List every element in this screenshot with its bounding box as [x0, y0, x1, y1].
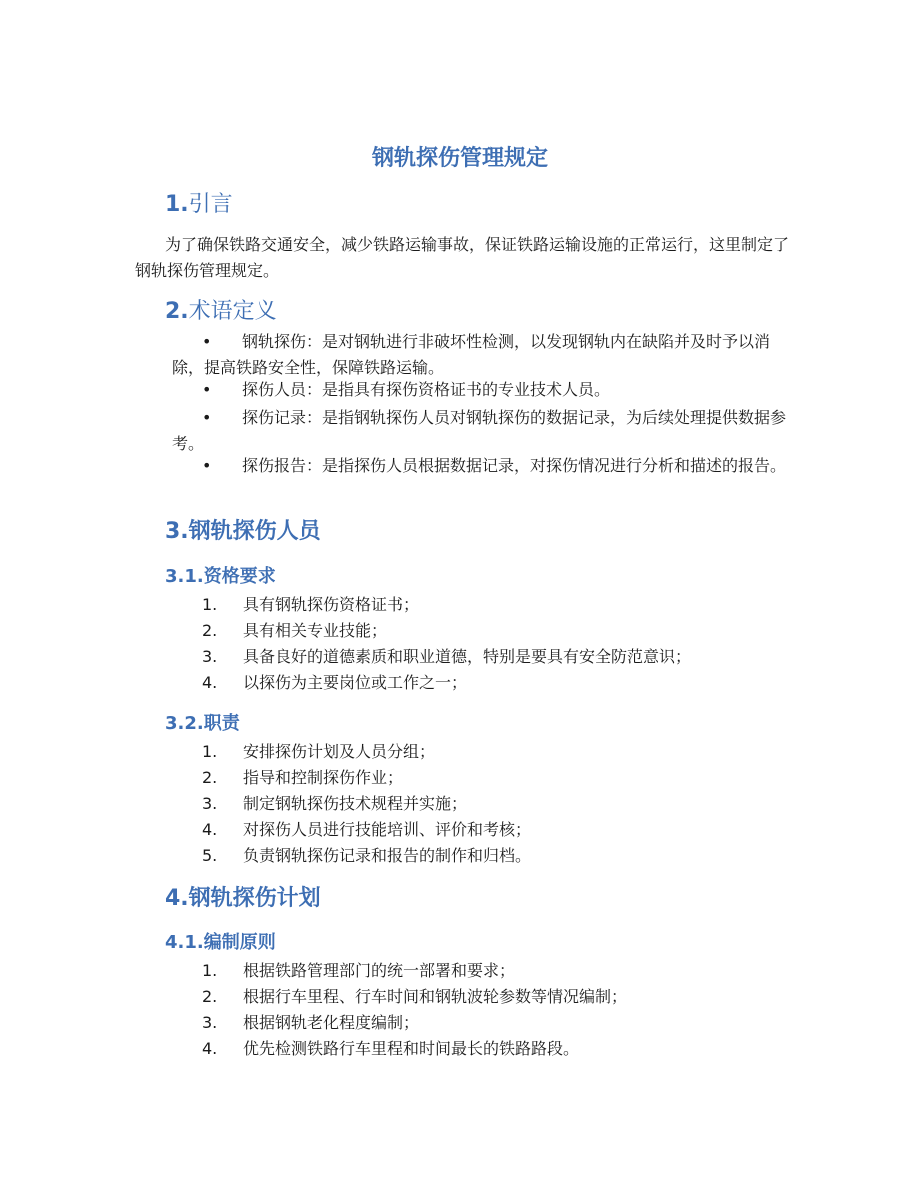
section-2-heading	[165, 297, 277, 327]
list-item	[202, 1036, 802, 1062]
list-number: 1.	[202, 961, 218, 980]
list-number: 3.	[202, 1013, 218, 1032]
list-item	[202, 618, 802, 644]
bullet-icon: •	[202, 380, 212, 399]
definition-text: 探伤报告：是指探伤人员根据数据记录，对探伤情况进行分析和描述的报告。	[242, 456, 787, 475]
list-text: 具备良好的道德素质和职业道德，特别是要具有安全防范意识；	[243, 647, 692, 666]
list-number: 3.	[202, 794, 218, 813]
section-3-1-heading: 3.1.资格要求	[165, 566, 276, 587]
list-item	[202, 670, 802, 696]
definition-text: 钢轨探伤：是对钢轨进行非破坏性检测，以发现钢轨内在缺陷并及时予以消除，提高铁路安全性，保障铁路运输。	[172, 332, 771, 377]
list-number: 1.	[202, 595, 218, 614]
definition-text: 探伤人员：是指具有探伤资格证书的专业技术人员。	[242, 380, 611, 399]
list-number: 4.	[202, 673, 218, 692]
list-text: 对探伤人员进行技能培训、评价和考核；	[243, 820, 532, 839]
definition-text: 探伤记录：是指钢轨探伤人员对钢轨探伤的数据记录，为后续处理提供数据参考。	[172, 408, 787, 453]
list-item	[202, 1010, 802, 1036]
list-item	[202, 984, 802, 1010]
list-text: 以探伤为主要岗位或工作之一；	[243, 673, 468, 692]
list-text: 根据钢轨老化程度编制；	[243, 1013, 420, 1032]
list-number: 2.	[202, 621, 218, 640]
section-3-2-heading: 3.2.职责	[165, 713, 240, 734]
list-item	[202, 791, 802, 817]
list-number: 3.	[202, 647, 218, 666]
list-number: 4.	[202, 820, 218, 839]
section-1-paragraph: 为了确保铁路交通安全，减少铁路运输事故，保证铁路运输设施的正常运行，这里制定了钢轨探伤管理规定。	[135, 235, 790, 280]
list-item	[202, 592, 802, 618]
list-text: 具有相关专业技能；	[243, 621, 388, 640]
list-number: 4.	[202, 1039, 218, 1058]
list-item	[202, 739, 802, 765]
bullet-icon: •	[202, 456, 212, 475]
list-text: 优先检测铁路行车里程和时间最长的铁路路段。	[243, 1039, 580, 1058]
section-1-number: 1.	[165, 192, 189, 217]
bullet-icon: •	[202, 408, 212, 427]
list-number: 2.	[202, 987, 218, 1006]
list-number: 2.	[202, 768, 218, 787]
list-text: 负责钢轨探伤记录和报告的制作和归档。	[243, 846, 532, 865]
list-item	[202, 765, 802, 791]
section-1-title: 引言	[188, 192, 233, 217]
list-text: 制定钢轨探伤技术规程并实施；	[243, 794, 468, 813]
list-item	[202, 817, 802, 843]
list-text: 安排探伤计划及人员分组；	[243, 742, 436, 761]
list-number: 5.	[202, 846, 218, 865]
section-1-heading	[165, 190, 233, 220]
document-title: 钢轨探伤管理规定	[371, 146, 548, 171]
list-number: 1.	[202, 742, 218, 761]
bullet-icon: •	[202, 332, 212, 351]
list-item	[202, 644, 802, 670]
list-text: 具有钢轨探伤资格证书；	[243, 595, 420, 614]
list-text: 根据行车里程、行车时间和钢轨波轮参数等情况编制；	[243, 987, 628, 1006]
definition-item	[172, 329, 792, 381]
section-3-heading: 3.钢轨探伤人员	[165, 519, 321, 544]
section-4-heading: 4.钢轨探伤计划	[165, 886, 321, 911]
section-2-title: 术语定义	[188, 299, 277, 324]
list-item	[202, 843, 802, 869]
section-4-1-heading: 4.1.编制原则	[165, 932, 276, 953]
list-text: 根据铁路管理部门的统一部署和要求；	[243, 961, 516, 980]
definition-item	[172, 377, 792, 403]
list-item	[202, 958, 802, 984]
definition-item	[172, 405, 792, 457]
definition-item	[172, 453, 792, 479]
section-2-number: 2.	[165, 299, 189, 324]
list-text: 指导和控制探伤作业；	[243, 768, 404, 787]
